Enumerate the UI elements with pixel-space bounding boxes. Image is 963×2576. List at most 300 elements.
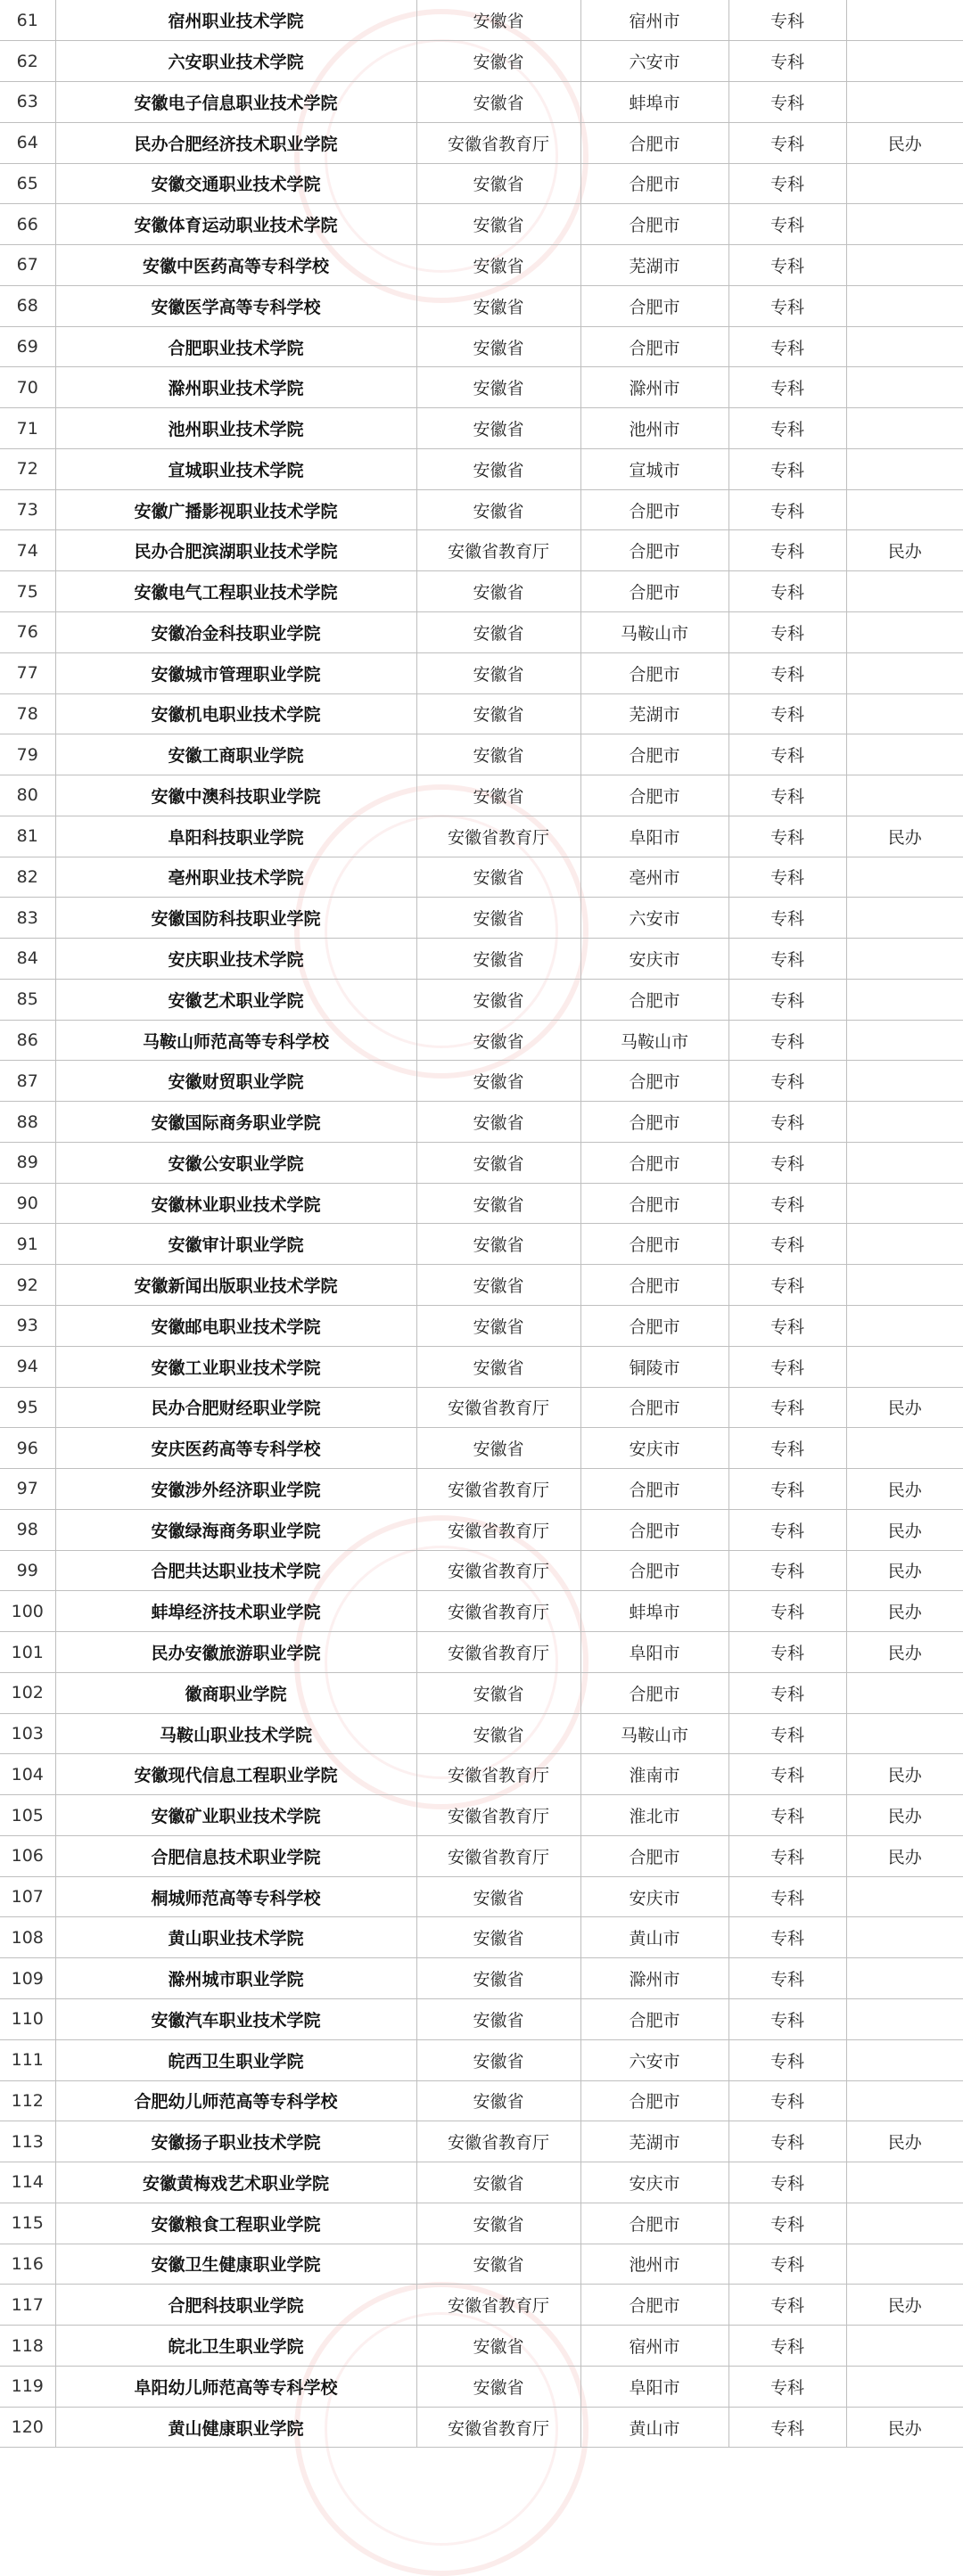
table-row <box>0 1713 963 1754</box>
table-row <box>0 1509 963 1550</box>
cell-city: 铜陵市 <box>580 1346 728 1387</box>
cell-authority: 安徽省 <box>416 611 580 652</box>
cell-note <box>846 82 963 123</box>
cell-note <box>846 1713 963 1754</box>
table-row <box>0 652 963 693</box>
cell-college-name: 桐城师范高等专科学校 <box>55 1876 416 1917</box>
cell-college-name: 亳州职业技术学院 <box>55 857 416 898</box>
cell-number: 105 <box>0 1795 55 1836</box>
cell-level: 专科 <box>728 1509 846 1550</box>
cell-note <box>846 326 963 367</box>
cell-authority: 安徽省 <box>416 2162 580 2203</box>
table-row <box>0 1102 963 1143</box>
cell-authority: 安徽省教育厅 <box>416 1469 580 1510</box>
cell-college-name: 安徽现代信息工程职业学院 <box>55 1754 416 1795</box>
cell-city: 合肥市 <box>580 1265 728 1306</box>
cell-note <box>846 408 963 449</box>
cell-number: 115 <box>0 2203 55 2244</box>
cell-number: 73 <box>0 489 55 530</box>
cell-authority: 安徽省 <box>416 734 580 775</box>
cell-college-name: 安徽广播影视职业技术学院 <box>55 489 416 530</box>
cell-level: 专科 <box>728 0 846 41</box>
cell-note <box>846 245 963 286</box>
cell-level: 专科 <box>728 1224 846 1265</box>
cell-authority: 安徽省教育厅 <box>416 1795 580 1836</box>
cell-authority: 安徽省教育厅 <box>416 2407 580 2448</box>
table-row <box>0 2203 963 2244</box>
cell-authority: 安徽省 <box>416 1876 580 1917</box>
cell-number: 98 <box>0 1509 55 1550</box>
cell-city: 合肥市 <box>580 1835 728 1876</box>
cell-city: 合肥市 <box>580 979 728 1020</box>
cell-city: 马鞍山市 <box>580 1020 728 1061</box>
table-row <box>0 367 963 408</box>
cell-authority: 安徽省 <box>416 1672 580 1713</box>
cell-number: 74 <box>0 530 55 571</box>
cell-authority: 安徽省 <box>416 41 580 82</box>
cell-level: 专科 <box>728 2039 846 2080</box>
cell-authority: 安徽省 <box>416 1142 580 1183</box>
table-row <box>0 163 963 204</box>
cell-college-name: 安徽工商职业学院 <box>55 734 416 775</box>
cell-city: 阜阳市 <box>580 816 728 857</box>
cell-level: 专科 <box>728 611 846 652</box>
cell-note <box>846 0 963 41</box>
cell-city: 宣城市 <box>580 448 728 489</box>
cell-city: 合肥市 <box>580 204 728 245</box>
cell-city: 合肥市 <box>580 1183 728 1224</box>
cell-city: 亳州市 <box>580 857 728 898</box>
cell-level: 专科 <box>728 571 846 612</box>
cell-city: 淮南市 <box>580 1754 728 1795</box>
cell-authority: 安徽省 <box>416 2366 580 2407</box>
cell-city: 合肥市 <box>580 1387 728 1428</box>
cell-college-name: 民办合肥财经职业学院 <box>55 1387 416 1428</box>
cell-note <box>846 2039 963 2080</box>
cell-college-name: 安徽城市管理职业学院 <box>55 652 416 693</box>
table-row <box>0 2121 963 2162</box>
cell-college-name: 安徽交通职业技术学院 <box>55 163 416 204</box>
cell-college-name: 安徽艺术职业学院 <box>55 979 416 1020</box>
cell-authority: 安徽省 <box>416 775 580 816</box>
cell-note <box>846 652 963 693</box>
cell-note: 民办 <box>846 1387 963 1428</box>
cell-number: 92 <box>0 1265 55 1306</box>
cell-college-name: 民办合肥滨湖职业技术学院 <box>55 530 416 571</box>
cell-college-name: 民办合肥经济技术职业学院 <box>55 122 416 163</box>
cell-number: 89 <box>0 1142 55 1183</box>
cell-note <box>846 775 963 816</box>
cell-number: 96 <box>0 1428 55 1469</box>
cell-number: 79 <box>0 734 55 775</box>
table-row <box>0 1142 963 1183</box>
table-row <box>0 1999 963 2040</box>
table-row <box>0 1672 963 1713</box>
table-row <box>0 530 963 571</box>
cell-college-name: 安徽国际商务职业学院 <box>55 1102 416 1143</box>
cell-authority: 安徽省 <box>416 285 580 326</box>
cell-college-name: 池州职业技术学院 <box>55 408 416 449</box>
table-row <box>0 816 963 857</box>
cell-note <box>846 1102 963 1143</box>
cell-city: 蚌埠市 <box>580 82 728 123</box>
cell-city: 池州市 <box>580 408 728 449</box>
table-row <box>0 939 963 980</box>
cell-note <box>846 367 963 408</box>
cell-college-name: 安庆职业技术学院 <box>55 939 416 980</box>
cell-college-name: 安徽工业职业技术学院 <box>55 1346 416 1387</box>
cell-note <box>846 2203 963 2244</box>
cell-college-name: 马鞍山师范高等专科学校 <box>55 1020 416 1061</box>
cell-authority: 安徽省 <box>416 1999 580 2040</box>
cell-level: 专科 <box>728 2121 846 2162</box>
table-row <box>0 1061 963 1102</box>
cell-city: 合肥市 <box>580 571 728 612</box>
cell-authority: 安徽省 <box>416 1428 580 1469</box>
cell-city: 合肥市 <box>580 1509 728 1550</box>
cell-note: 民办 <box>846 1795 963 1836</box>
cell-note <box>846 1306 963 1347</box>
table-row <box>0 245 963 286</box>
table-row <box>0 1020 963 1061</box>
cell-college-name: 安徽矿业职业技术学院 <box>55 1795 416 1836</box>
cell-city: 滁州市 <box>580 1958 728 1999</box>
table-row <box>0 204 963 245</box>
cell-city: 芜湖市 <box>580 693 728 734</box>
cell-note: 民办 <box>846 2285 963 2326</box>
cell-note <box>846 571 963 612</box>
cell-city: 合肥市 <box>580 1102 728 1143</box>
cell-number: 83 <box>0 898 55 939</box>
cell-city: 合肥市 <box>580 326 728 367</box>
cell-college-name: 安徽中澳科技职业学院 <box>55 775 416 816</box>
table-row <box>0 2080 963 2121</box>
cell-note <box>846 1265 963 1306</box>
cell-note <box>846 898 963 939</box>
table-row <box>0 448 963 489</box>
cell-college-name: 宿州职业技术学院 <box>55 0 416 41</box>
cell-note: 民办 <box>846 1754 963 1795</box>
cell-level: 专科 <box>728 1469 846 1510</box>
cell-city: 六安市 <box>580 41 728 82</box>
cell-level: 专科 <box>728 1713 846 1754</box>
cell-number: 111 <box>0 2039 55 2080</box>
cell-note <box>846 734 963 775</box>
table-row <box>0 693 963 734</box>
cell-city: 滁州市 <box>580 367 728 408</box>
table-row <box>0 1224 963 1265</box>
cell-college-name: 黄山职业技术学院 <box>55 1917 416 1958</box>
cell-authority: 安徽省 <box>416 1061 580 1102</box>
cell-number: 93 <box>0 1306 55 1347</box>
cell-number: 117 <box>0 2285 55 2326</box>
table-row <box>0 82 963 123</box>
cell-college-name: 安徽电子信息职业技术学院 <box>55 82 416 123</box>
cell-level: 专科 <box>728 1306 846 1347</box>
cell-authority: 安徽省 <box>416 2326 580 2367</box>
cell-authority: 安徽省教育厅 <box>416 1632 580 1673</box>
cell-city: 芜湖市 <box>580 2121 728 2162</box>
cell-note <box>846 1142 963 1183</box>
cell-college-name: 安徽粮食工程职业学院 <box>55 2203 416 2244</box>
cell-city: 六安市 <box>580 2039 728 2080</box>
cell-authority: 安徽省 <box>416 82 580 123</box>
cell-authority: 安徽省 <box>416 693 580 734</box>
cell-college-name: 阜阳幼儿师范高等专科学校 <box>55 2366 416 2407</box>
cell-note <box>846 2080 963 2121</box>
cell-note: 民办 <box>846 1632 963 1673</box>
cell-number: 114 <box>0 2162 55 2203</box>
cell-college-name: 安徽冶金科技职业学院 <box>55 611 416 652</box>
cell-authority: 安徽省 <box>416 204 580 245</box>
cell-city: 六安市 <box>580 898 728 939</box>
cell-number: 104 <box>0 1754 55 1795</box>
cell-city: 合肥市 <box>580 122 728 163</box>
cell-number: 72 <box>0 448 55 489</box>
cell-level: 专科 <box>728 1672 846 1713</box>
cell-number: 65 <box>0 163 55 204</box>
cell-authority: 安徽省 <box>416 448 580 489</box>
cell-note <box>846 2244 963 2285</box>
cell-note: 民办 <box>846 1469 963 1510</box>
table-row <box>0 2244 963 2285</box>
cell-level: 专科 <box>728 489 846 530</box>
cell-city: 黄山市 <box>580 1917 728 1958</box>
cell-level: 专科 <box>728 2366 846 2407</box>
cell-number: 85 <box>0 979 55 1020</box>
cell-number: 75 <box>0 571 55 612</box>
table-row <box>0 857 963 898</box>
cell-note <box>846 204 963 245</box>
cell-authority: 安徽省教育厅 <box>416 1509 580 1550</box>
cell-authority: 安徽省 <box>416 408 580 449</box>
table-row <box>0 734 963 775</box>
cell-college-name: 安庆医药高等专科学校 <box>55 1428 416 1469</box>
cell-authority: 安徽省教育厅 <box>416 1387 580 1428</box>
cell-college-name: 安徽卫生健康职业学院 <box>55 2244 416 2285</box>
cell-city: 合肥市 <box>580 163 728 204</box>
cell-college-name: 安徽扬子职业技术学院 <box>55 2121 416 2162</box>
cell-level: 专科 <box>728 857 846 898</box>
cell-college-name: 皖北卫生职业学院 <box>55 2326 416 2367</box>
cell-level: 专科 <box>728 1346 846 1387</box>
cell-authority: 安徽省教育厅 <box>416 1754 580 1795</box>
cell-level: 专科 <box>728 1020 846 1061</box>
table-row <box>0 1306 963 1347</box>
cell-authority: 安徽省 <box>416 1265 580 1306</box>
cell-level: 专科 <box>728 1958 846 1999</box>
cell-level: 专科 <box>728 2203 846 2244</box>
cell-college-name: 安徽机电职业技术学院 <box>55 693 416 734</box>
cell-college-name: 滁州城市职业学院 <box>55 1958 416 1999</box>
cell-authority: 安徽省 <box>416 1102 580 1143</box>
cell-number: 103 <box>0 1713 55 1754</box>
cell-number: 71 <box>0 408 55 449</box>
cell-level: 专科 <box>728 1387 846 1428</box>
cell-note: 民办 <box>846 816 963 857</box>
cell-number: 70 <box>0 367 55 408</box>
table-row <box>0 1795 963 1836</box>
cell-note <box>846 979 963 1020</box>
cell-note <box>846 285 963 326</box>
cell-number: 100 <box>0 1591 55 1632</box>
cell-authority: 安徽省 <box>416 898 580 939</box>
cell-level: 专科 <box>728 2162 846 2203</box>
cell-authority: 安徽省教育厅 <box>416 530 580 571</box>
cell-number: 108 <box>0 1917 55 1958</box>
cell-authority: 安徽省 <box>416 857 580 898</box>
cell-number: 76 <box>0 611 55 652</box>
cell-note <box>846 1061 963 1102</box>
cell-authority: 安徽省 <box>416 571 580 612</box>
cell-note <box>846 41 963 82</box>
table-row <box>0 1835 963 1876</box>
cell-number: 66 <box>0 204 55 245</box>
cell-college-name: 合肥职业技术学院 <box>55 326 416 367</box>
cell-authority: 安徽省 <box>416 326 580 367</box>
table-row <box>0 1591 963 1632</box>
cell-number: 86 <box>0 1020 55 1061</box>
cell-college-name: 安徽新闻出版职业技术学院 <box>55 1265 416 1306</box>
cell-college-name: 黄山健康职业学院 <box>55 2407 416 2448</box>
cell-level: 专科 <box>728 652 846 693</box>
cell-authority: 安徽省 <box>416 979 580 1020</box>
cell-college-name: 安徽医学高等专科学校 <box>55 285 416 326</box>
cell-note <box>846 2162 963 2203</box>
cell-college-name: 安徽绿海商务职业学院 <box>55 1509 416 1550</box>
cell-note: 民办 <box>846 2121 963 2162</box>
cell-note: 民办 <box>846 122 963 163</box>
cell-authority: 安徽省教育厅 <box>416 2121 580 2162</box>
cell-note <box>846 1999 963 2040</box>
cell-level: 专科 <box>728 1917 846 1958</box>
cell-number: 118 <box>0 2326 55 2367</box>
cell-number: 107 <box>0 1876 55 1917</box>
cell-note <box>846 939 963 980</box>
cell-city: 池州市 <box>580 2244 728 2285</box>
cell-note <box>846 1428 963 1469</box>
cell-level: 专科 <box>728 775 846 816</box>
cell-city: 合肥市 <box>580 1550 728 1591</box>
cell-number: 81 <box>0 816 55 857</box>
cell-city: 合肥市 <box>580 775 728 816</box>
cell-level: 专科 <box>728 1835 846 1876</box>
cell-level: 专科 <box>728 1754 846 1795</box>
cell-college-name: 合肥共达职业技术学院 <box>55 1550 416 1591</box>
cell-authority: 安徽省 <box>416 1917 580 1958</box>
cell-city: 马鞍山市 <box>580 611 728 652</box>
cell-number: 113 <box>0 2121 55 2162</box>
cell-authority: 安徽省教育厅 <box>416 816 580 857</box>
cell-level: 专科 <box>728 1795 846 1836</box>
cell-city: 阜阳市 <box>580 2366 728 2407</box>
cell-city: 宿州市 <box>580 2326 728 2367</box>
table-row <box>0 41 963 82</box>
cell-authority: 安徽省 <box>416 2203 580 2244</box>
table-row <box>0 489 963 530</box>
cell-number: 84 <box>0 939 55 980</box>
cell-level: 专科 <box>728 1999 846 2040</box>
cell-number: 80 <box>0 775 55 816</box>
cell-note: 民办 <box>846 1550 963 1591</box>
cell-level: 专科 <box>728 448 846 489</box>
table-row <box>0 1469 963 1510</box>
cell-level: 专科 <box>728 939 846 980</box>
cell-level: 专科 <box>728 82 846 123</box>
cell-city: 合肥市 <box>580 1224 728 1265</box>
cell-note <box>846 2326 963 2367</box>
cell-number: 119 <box>0 2366 55 2407</box>
table-row <box>0 1265 963 1306</box>
cell-number: 61 <box>0 0 55 41</box>
cell-note <box>846 1183 963 1224</box>
table-row <box>0 1387 963 1428</box>
cell-note <box>846 1020 963 1061</box>
cell-level: 专科 <box>728 1265 846 1306</box>
cell-level: 专科 <box>728 163 846 204</box>
cell-authority: 安徽省教育厅 <box>416 1591 580 1632</box>
cell-city: 合肥市 <box>580 2080 728 2121</box>
cell-level: 专科 <box>728 2285 846 2326</box>
cell-college-name: 合肥信息技术职业学院 <box>55 1835 416 1876</box>
cell-city: 黄山市 <box>580 2407 728 2448</box>
cell-level: 专科 <box>728 122 846 163</box>
cell-college-name: 阜阳科技职业学院 <box>55 816 416 857</box>
cell-city: 安庆市 <box>580 2162 728 2203</box>
cell-city: 合肥市 <box>580 1999 728 2040</box>
cell-authority: 安徽省教育厅 <box>416 1550 580 1591</box>
cell-number: 101 <box>0 1632 55 1673</box>
cell-authority: 安徽省 <box>416 163 580 204</box>
cell-city: 合肥市 <box>580 734 728 775</box>
cell-level: 专科 <box>728 326 846 367</box>
cell-city: 马鞍山市 <box>580 1713 728 1754</box>
cell-city: 蚌埠市 <box>580 1591 728 1632</box>
table-row <box>0 2162 963 2203</box>
cell-city: 芜湖市 <box>580 245 728 286</box>
table-row <box>0 2326 963 2367</box>
table-row <box>0 1183 963 1224</box>
cell-authority: 安徽省 <box>416 245 580 286</box>
table-row <box>0 898 963 939</box>
cell-level: 专科 <box>728 367 846 408</box>
cell-city: 合肥市 <box>580 1306 728 1347</box>
cell-number: 94 <box>0 1346 55 1387</box>
cell-note <box>846 1346 963 1387</box>
cell-level: 专科 <box>728 1142 846 1183</box>
cell-college-name: 滁州职业技术学院 <box>55 367 416 408</box>
cell-number: 106 <box>0 1835 55 1876</box>
table-row <box>0 122 963 163</box>
cell-note: 民办 <box>846 2407 963 2448</box>
cell-college-name: 合肥幼儿师范高等专科学校 <box>55 2080 416 2121</box>
cell-authority: 安徽省 <box>416 1183 580 1224</box>
cell-level: 专科 <box>728 245 846 286</box>
cell-level: 专科 <box>728 1428 846 1469</box>
cell-city: 安庆市 <box>580 939 728 980</box>
table-row <box>0 1346 963 1387</box>
cell-number: 97 <box>0 1469 55 1510</box>
cell-college-name: 徽商职业学院 <box>55 1672 416 1713</box>
cell-city: 阜阳市 <box>580 1632 728 1673</box>
table-row <box>0 1428 963 1469</box>
cell-level: 专科 <box>728 1183 846 1224</box>
cell-college-name: 民办安徽旅游职业学院 <box>55 1632 416 1673</box>
cell-college-name: 安徽涉外经济职业学院 <box>55 1469 416 1510</box>
cell-note <box>846 693 963 734</box>
table-row <box>0 326 963 367</box>
cell-number: 109 <box>0 1958 55 1999</box>
